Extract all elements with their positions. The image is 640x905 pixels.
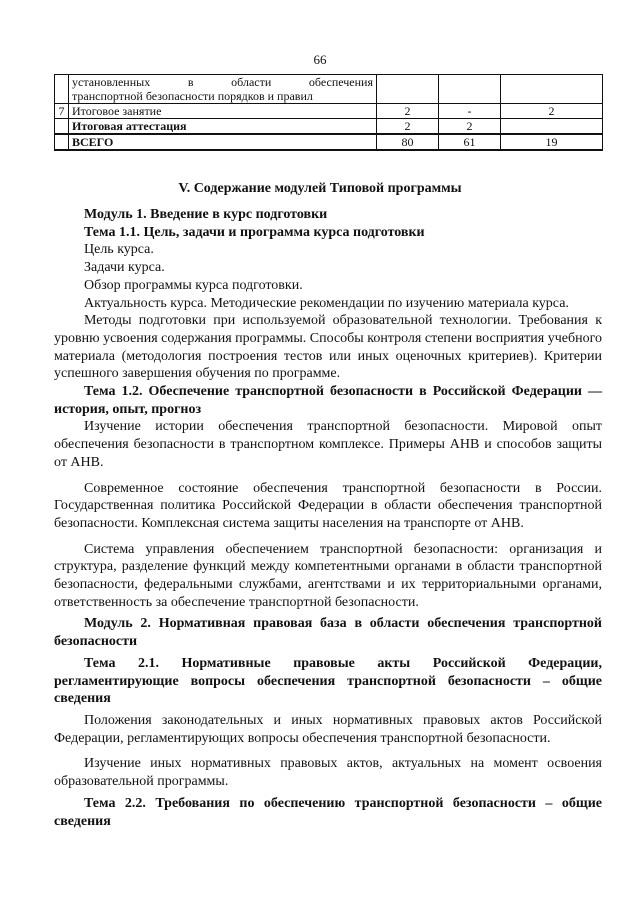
section-title: V. Содержание модулей Типовой программы bbox=[178, 181, 462, 196]
paragraph: Современное состояние обеспечения транспортной безопасности в России. Государственная политика Российской Федерации в области обеспечения транспортной безопасности. Комплексная система защиты населения на транспорте от АНВ. bbox=[54, 480, 602, 531]
paragraph: Обзор программы курса подготовки. bbox=[84, 277, 303, 293]
paragraph: Система управления обеспечением транспортной безопасности: организация и структура, разделение функций между компетентными органами в области транспортной безопасности, федеральными службами, агентствами и их территориальными органами, ответственность за обеспечение транспортной безопасности. bbox=[54, 541, 602, 610]
row-practice-hours bbox=[501, 119, 603, 135]
row-number: 7 bbox=[55, 104, 69, 119]
row-practice-hours: 2 bbox=[501, 104, 603, 119]
table-row bbox=[55, 104, 603, 119]
row-total-hours: 2 bbox=[377, 104, 439, 119]
page-number: 66 bbox=[313, 52, 327, 67]
hours-table bbox=[54, 74, 603, 151]
row-total-hours: 80 bbox=[377, 134, 439, 150]
row-practice-hours: 19 bbox=[501, 134, 603, 150]
paragraph: Изучение иных нормативных правовых актов, актуальных на момент освоения образовательной программы. bbox=[54, 756, 602, 790]
module-heading: Модуль 1. Введение в курс подготовки bbox=[84, 207, 328, 222]
row-theory-hours: 61 bbox=[439, 134, 501, 150]
row-theory-hours: - bbox=[439, 104, 501, 119]
table-cell-name bbox=[69, 75, 377, 104]
row-name: Итоговое занятие bbox=[69, 104, 377, 119]
document-body bbox=[54, 206, 602, 830]
paragraph: Цель курса. bbox=[84, 242, 154, 258]
table-cell-line: транспортной безопасности порядков и правил bbox=[72, 89, 313, 103]
topic-heading: Тема 2.1. Нормативные правовые акты Российской Федерации, регламентирующие вопросы обеспечения транспортной безопасности – общие сведения bbox=[54, 655, 602, 707]
row-number bbox=[55, 119, 69, 135]
row-name: Итоговая аттестация bbox=[69, 119, 377, 135]
module-heading: Модуль 2. Нормативная правовая база в области обеспечения транспортной безопасности bbox=[54, 616, 602, 650]
topic-heading: Тема 2.2. Требования по обеспечению транспортной безопасности – общие сведения bbox=[54, 795, 602, 829]
topic-heading: Тема 1.2. Обеспечение транспортной безопасности в Российской Федерации — история, опыт, прогноз bbox=[54, 384, 602, 417]
paragraph: Методы подготовки при используемой образовательной технологии. Требования к уровню усвоения содержания программы. Способы контроля степени восприятия учебного материала (методология построения тестов или иных оценочных критериев). Критерии успешного завершения обучения по программе. bbox=[54, 313, 602, 382]
paragraph: Положения законодательных и иных нормативных правовых актов Российской Федерации, регламентирующих вопросы обеспечения транспортной безопасности. bbox=[54, 712, 602, 746]
paragraph: Изучение истории обеспечения транспортной безопасности. Мировой опыт обеспечения безопасности в транспортном комплексе. Примеры АНВ и способов защиты от АНВ. bbox=[54, 419, 602, 470]
table-row bbox=[55, 134, 603, 150]
row-theory-hours: 2 bbox=[439, 119, 501, 135]
table-cell-line: установленных в области обеспечения bbox=[72, 75, 373, 89]
table-row bbox=[55, 75, 603, 104]
row-number bbox=[55, 134, 69, 150]
paragraph: Задачи курса. bbox=[84, 260, 165, 276]
row-total-hours: 2 bbox=[377, 119, 439, 135]
row-name: ВСЕГО bbox=[69, 134, 377, 150]
table-row bbox=[55, 119, 603, 135]
paragraph: Актуальность курса. Методические рекомендации по изучению материала курса. bbox=[84, 295, 569, 311]
topic-heading: Тема 1.1. Цель, задачи и программа курса подготовки bbox=[84, 224, 425, 240]
